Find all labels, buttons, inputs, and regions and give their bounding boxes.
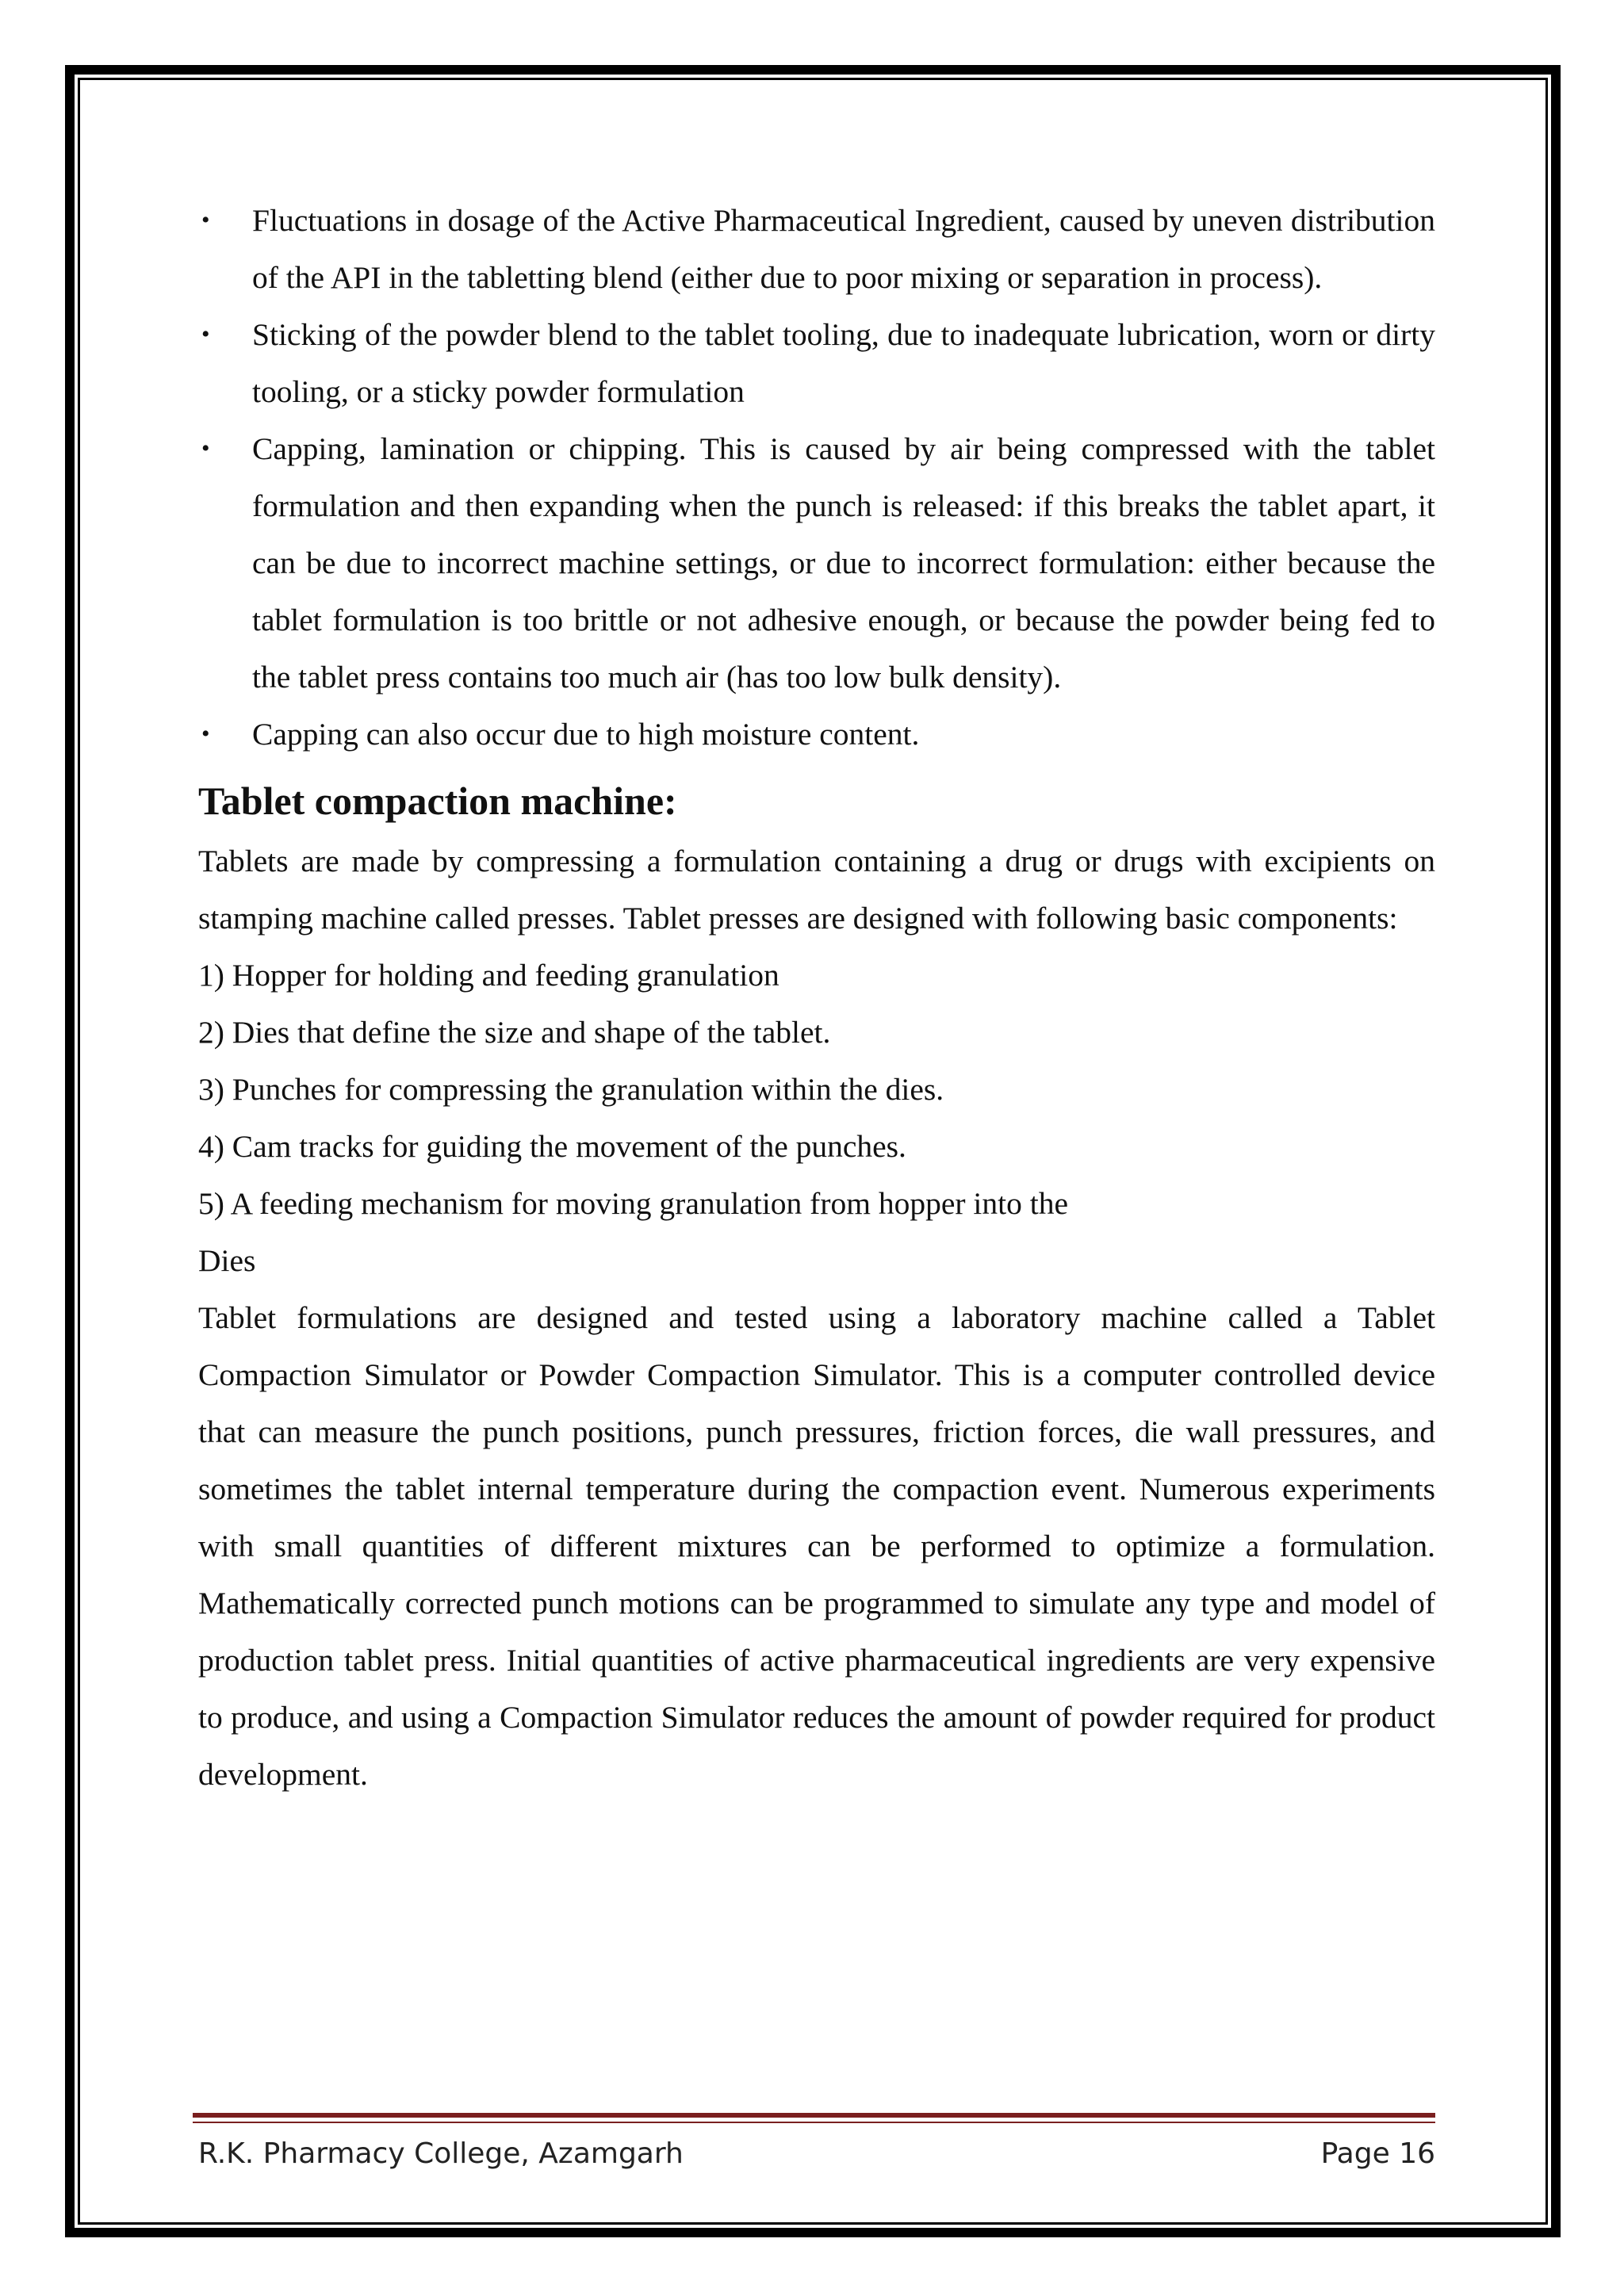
section-heading: Tablet compaction machine: <box>198 779 677 823</box>
component-item: 4) Cam tracks for guiding the movement of the punches. <box>198 1129 906 1164</box>
bullet-item <box>198 306 1435 420</box>
component-item: 1) Hopper for holding and feeding granulation <box>198 958 779 993</box>
footer-page-number: Page 16 <box>1320 2137 1435 2170</box>
bullet-icon: • <box>201 321 210 347</box>
component-item: 3) Punches for compressing the granulation within the dies. <box>198 1072 944 1107</box>
bullet-text: Sticking of the powder blend to the tablet tooling, due to inadequate lubrication, worn or dirty tooling, or a sticky powder formulation <box>252 317 1435 409</box>
bullet-icon: • <box>201 207 210 233</box>
components-list <box>198 947 1435 1289</box>
footer-college-name: R.K. Pharmacy College, Azamgarh <box>198 2137 684 2170</box>
bullet-item <box>198 420 1435 706</box>
bullet-item <box>198 706 1435 763</box>
bullet-list <box>198 192 1435 763</box>
bullet-text: Capping can also occur due to high moisture content. <box>252 717 920 752</box>
bullet-text: Capping, lamination or chipping. This is caused by air being compressed with the tablet formulation and then expanding when the punch is released: if this breaks the tablet apart, it can be due to incorrect machine settings, or due to incorrect formulation: either because the tablet formulation is too brittle or not adhesive enough, or because the powder being fed to the tablet press contains too much air (has too low bulk density). <box>252 431 1435 695</box>
component-item: 2) Dies that define the size and shape of the tablet. <box>198 1015 831 1050</box>
footer-rule-thin <box>193 2122 1435 2123</box>
bullet-item <box>198 192 1435 306</box>
intro-paragraph: Tablets are made by compressing a formulation containing a drug or drugs with excipients on stamping machine called presses. Tablet presses are designed with following basic components: <box>198 844 1435 936</box>
page-content <box>198 192 1435 1803</box>
bullet-icon: • <box>201 721 210 747</box>
footer-rule-thick <box>193 2113 1435 2118</box>
bullet-icon: • <box>201 435 210 461</box>
bullet-text: Fluctuations in dosage of the Active Pharmaceutical Ingredient, caused by uneven distribution of the API in the tabletting blend (either due to poor mixing or separation in process). <box>252 203 1435 295</box>
component-item: 5) A feeding mechanism for moving granulation from hopper into the <box>198 1186 1068 1221</box>
component-item-tail: Dies <box>198 1243 256 1278</box>
simulator-paragraph: Tablet formulations are designed and tested using a laboratory machine called a Tablet Compaction Simulator or Powder Compaction Simulator. This is a computer controlled device that can measure the punch positions, punch pressures, friction forces, die wall pressures, and sometimes the tablet internal temperature during the compaction event. Numerous experiments with small quantities of different mixtures can be performed to optimize a formulation. Mathematically corrected punch motions can be programmed to simulate any type and model of production tablet press. Initial quantities of active pharmaceutical ingredients are very expensive to produce, and using a Compaction Simulator reduces the amount of powder required for product development. <box>198 1300 1435 1792</box>
